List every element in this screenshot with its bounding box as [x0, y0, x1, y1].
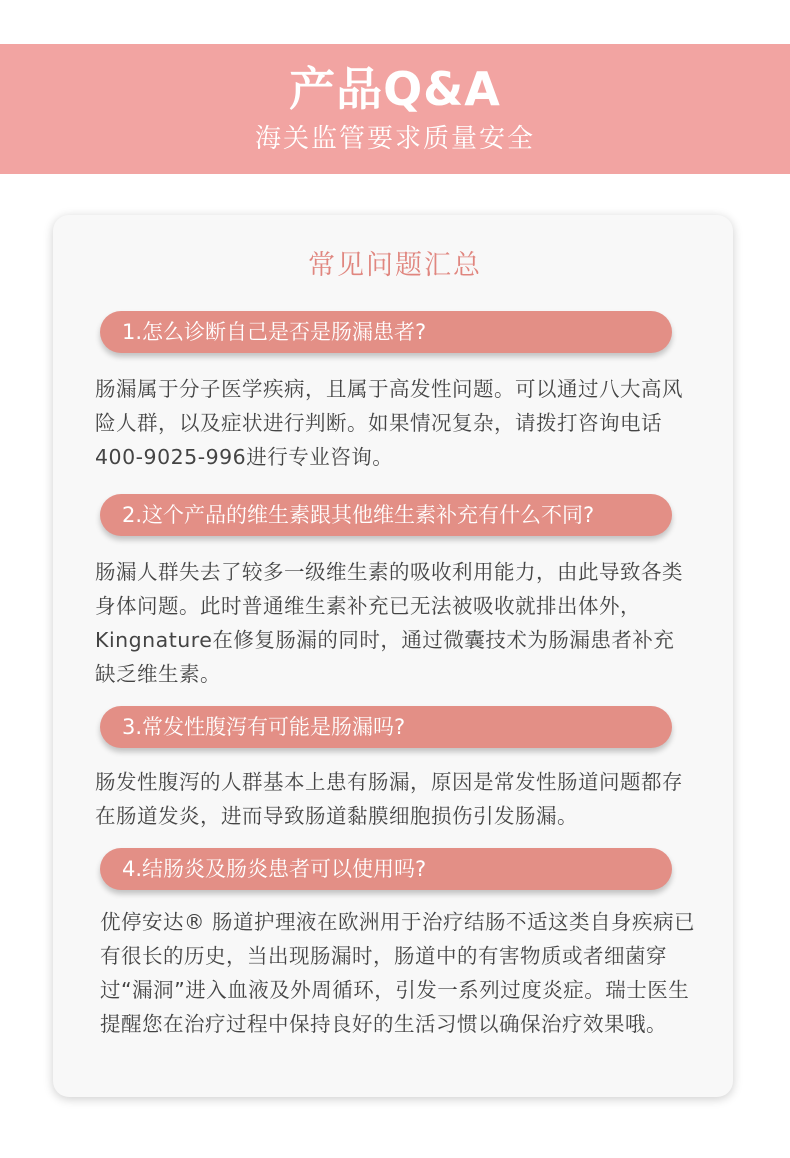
faq-card-title: 常见问题汇总 — [308, 250, 482, 281]
faq-question-4: 4.结肠炎及肠炎患者可以使用吗? — [100, 848, 672, 890]
faq-question-2: 2.这个产品的维生素跟其他维生素补充有什么不同? — [100, 494, 672, 536]
faq-answer-3: 肠发性腹泻的人群基本上患有肠漏，原因是常发性肠道问题都存在肠道发炎，进而导致肠道黏膜细胞损伤引发肠漏。 — [95, 770, 683, 828]
page-subtitle: 海关监管要求质量安全 — [254, 124, 535, 154]
faq-answer-4: 优停安达® 肠道护理液在欧洲用于治疗结肠不适这类自身疾病已有很长的历史，当出现肠漏时，肠道中的有害物质或者细菌穿过“漏洞”进入血液及外周循环，引发一系列过度炎症。瑞士医生提醒您在治疗过程中保持良好的生活习惯以确保治疗效果哦。 — [100, 910, 696, 1036]
faq-question-3: 3.常发性腹泻有可能是肠漏吗? — [100, 706, 672, 748]
faq-answer-1: 肠漏属于分子医学疾病，且属于高发性问题。可以通过八大高风险人群，以及症状进行判断。如果情况复杂，请拨打咨询电话400-9025-996进行专业咨询。 — [95, 377, 683, 469]
faq-question-1: 1.怎么诊断自己是否是肠漏患者? — [100, 311, 672, 353]
header-banner — [0, 44, 790, 174]
faq-answer-2: 肠漏人群失去了较多一级维生素的吸收利用能力，由此导致各类身体问题。此时普通维生素补充已无法被吸收就排出体外，Kingnature在修复肠漏的同时，通过微囊技术为肠漏患者补充缺乏维生素。 — [95, 560, 683, 686]
page-title: 产品Q&A — [289, 62, 501, 116]
